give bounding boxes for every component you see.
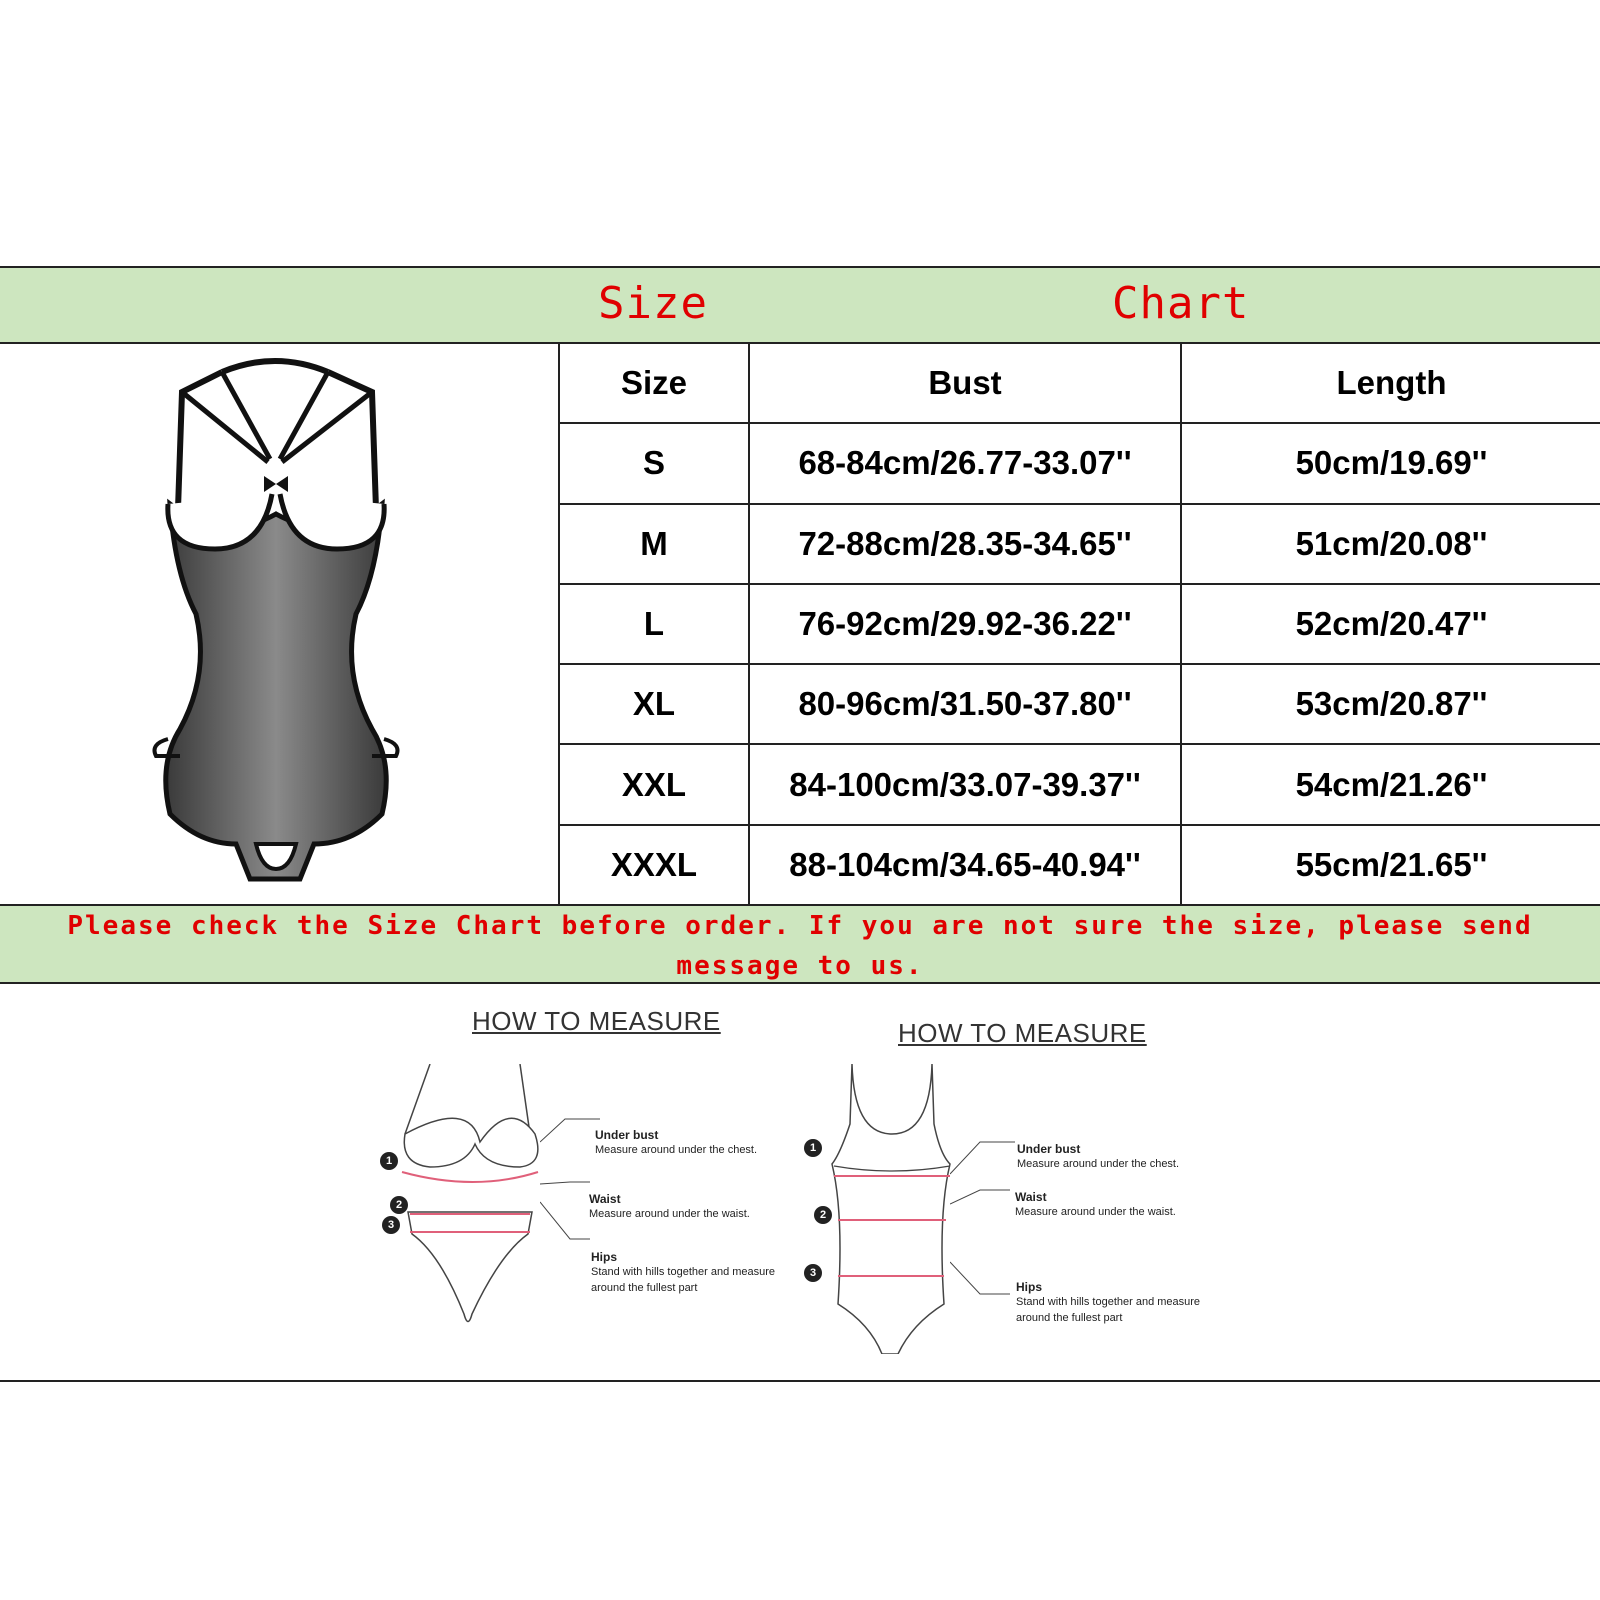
- label-desc: Stand with hills together and measure around the fullest part: [591, 1266, 776, 1294]
- label-desc: Measure around under the chest.: [595, 1144, 758, 1156]
- how-to-measure-title-right: HOW TO MEASURE: [898, 1018, 1147, 1048]
- label-heading: Waist: [1015, 1190, 1047, 1204]
- marker-1-right: 1: [804, 1139, 822, 1157]
- label-desc: Measure around under the chest.: [1017, 1158, 1180, 1170]
- cell-size: M: [559, 504, 749, 584]
- cell-size: L: [559, 584, 749, 664]
- marker-2-right: 2: [814, 1206, 832, 1224]
- bodysuit-illustration: [0, 344, 558, 904]
- header-size: Size: [559, 344, 749, 423]
- table-row: [559, 504, 1600, 584]
- label-heading: Under bust: [595, 1128, 659, 1142]
- label-heading: Hips: [591, 1250, 618, 1264]
- label-desc: Stand with hills together and measure around the fullest part: [1016, 1296, 1201, 1324]
- label-heading: Waist: [589, 1192, 621, 1206]
- table-header-row: [559, 344, 1600, 423]
- label-hips-right: [1016, 1280, 1236, 1326]
- marker-3-right: 3: [804, 1264, 822, 1282]
- label-hips-left: [591, 1250, 801, 1296]
- cell-size: XXL: [559, 744, 749, 824]
- cell-size: XXXL: [559, 825, 749, 904]
- label-desc: Measure around under the waist.: [589, 1208, 750, 1220]
- header-bust: Bust: [749, 344, 1181, 423]
- table-row: [559, 664, 1600, 744]
- label-waist-left: [589, 1192, 789, 1222]
- table-row: [559, 423, 1600, 503]
- marker-2-left: 2: [390, 1196, 408, 1214]
- table-row: [559, 825, 1600, 904]
- cell-length: 53cm/20.87'': [1181, 664, 1600, 744]
- how-to-measure-section: [0, 984, 1600, 1382]
- label-desc: Measure around under the waist.: [1015, 1206, 1176, 1218]
- label-under-bust-left: [595, 1128, 795, 1158]
- cell-size: XL: [559, 664, 749, 744]
- label-under-bust-right: [1017, 1142, 1237, 1172]
- how-to-measure-title-left: HOW TO MEASURE: [472, 1006, 721, 1036]
- label-waist-right: [1015, 1190, 1235, 1220]
- table-row: [559, 744, 1600, 824]
- cell-size: S: [559, 423, 749, 503]
- size-notice: Please check the Size Chart before order. If you are not sure the size, please send message to us.: [0, 904, 1600, 984]
- cell-bust: 68-84cm/26.77-33.07'': [749, 423, 1181, 503]
- marker-3-left: 3: [382, 1216, 400, 1234]
- title-word-chart: Chart: [1112, 278, 1250, 329]
- product-image: [0, 344, 558, 904]
- cell-bust: 84-100cm/33.07-39.37'': [749, 744, 1181, 824]
- cell-length: 54cm/21.26'': [1181, 744, 1600, 824]
- cell-bust: 72-88cm/28.35-34.65'': [749, 504, 1181, 584]
- table-row: [559, 584, 1600, 664]
- cell-bust: 80-96cm/31.50-37.80'': [749, 664, 1181, 744]
- cell-length: 51cm/20.08'': [1181, 504, 1600, 584]
- size-table: [558, 344, 1600, 904]
- swimsuit-diagram: [820, 1064, 970, 1354]
- title-band: [0, 266, 1600, 344]
- cell-length: 52cm/20.47'': [1181, 584, 1600, 664]
- cell-bust: 88-104cm/34.65-40.94'': [749, 825, 1181, 904]
- cell-length: 55cm/21.65'': [1181, 825, 1600, 904]
- title-word-size: Size: [598, 278, 708, 329]
- swimsuit-leader-lines: [950, 1134, 1020, 1304]
- cell-bust: 76-92cm/29.92-36.22'': [749, 584, 1181, 664]
- label-heading: Under bust: [1017, 1142, 1081, 1156]
- header-length: Length: [1181, 344, 1600, 423]
- cell-length: 50cm/19.69'': [1181, 423, 1600, 503]
- marker-1-left: 1: [380, 1152, 398, 1170]
- label-heading: Hips: [1016, 1280, 1043, 1294]
